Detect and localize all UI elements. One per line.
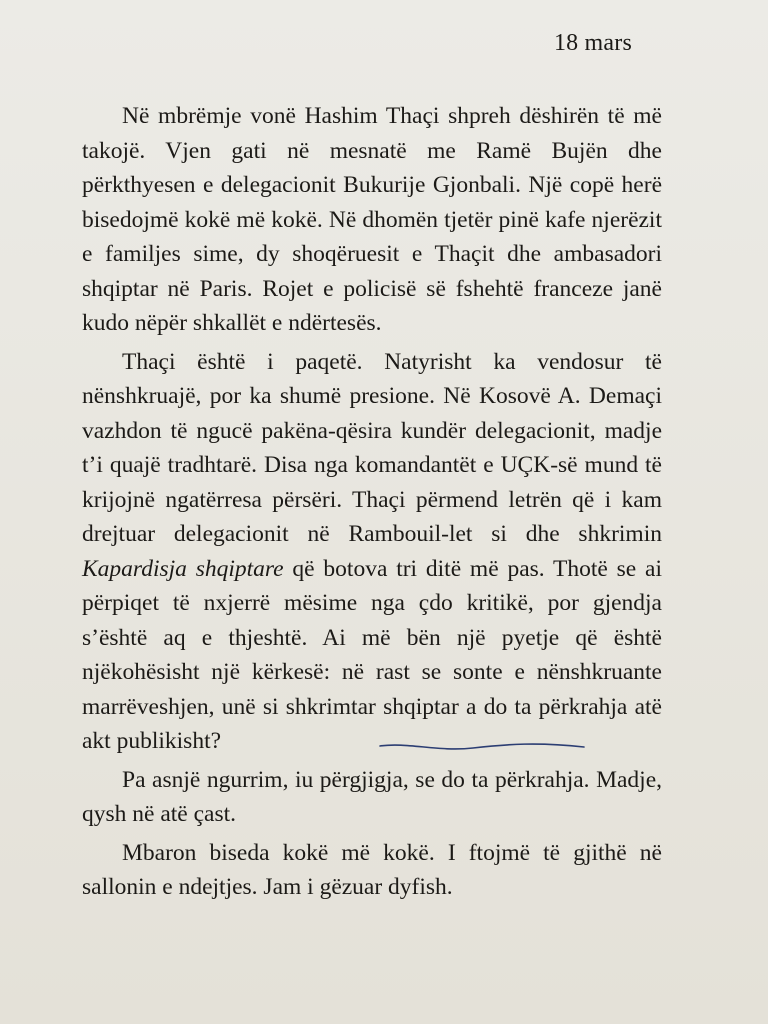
paragraph-2-text-start: Thaçi është i paqetë. Natyrisht ka vendosur të nënshkruajë, por ka shumë presione. Në Kosovë A. Demaçi vazhdon të ngucë pakëna-qësira kundër delegacionit, madje t’i quajë tradhtarë. Disa nga komandantët e UÇK-së mund të krijojnë ngatërresa përsëri. Thaçi përmend letrën që i kam drejtuar delegacionit në Rambouil-let si dhe shkrimin [82,348,662,547]
paragraph-1: Në mbrëmje vonë Hashim Thaçi shpreh dëshirën të më takojë. Vjen gati në mesnatë me Ramë Bujën dhe përkthyesen e delegacionit Bukurije Gjonbali. Një copë herë bisedojmë kokë më kokë. Në dhomën tjetër pinë kafe njerëzit e familjes sime, dy shoqëruesit e Thaçit dhe ambasadori shqiptar në Paris. Rojet e policisë së fshehtë franceze janë kudo nëpër shkallët e ndërtesës. [82,103,662,336]
body-text [82,99,662,905]
paragraph-2-text-end: që botova tri ditë më pas. Thotë se ai përpiqet të nxjerrë mësime nga çdo kritikë, por gjendja s’është aq e thjeshtë. Ai më bën një pyetje që është njëkohësisht një kërkesë: në rast se sonte e nënshkruante marrëveshjen, unë si shkrimtar shqiptar a do ta përkrahja atë akt publikisht? [82,555,662,754]
page-header-date: 18 mars [553,30,632,56]
italic-title: Kapardisja shqiptare [82,555,284,582]
paragraph-4: Mbaron biseda kokë më kokë. I ftojmë të gjithë në sallonin e ndejtjes. Jam i gëzuar dyfish. [82,839,662,900]
paragraph-3: Pa asnjë ngurrim, iu përgjigja, se do ta përkrahja. Madje, qysh në atë çast. [82,766,662,827]
paragraph-2 [82,345,662,759]
